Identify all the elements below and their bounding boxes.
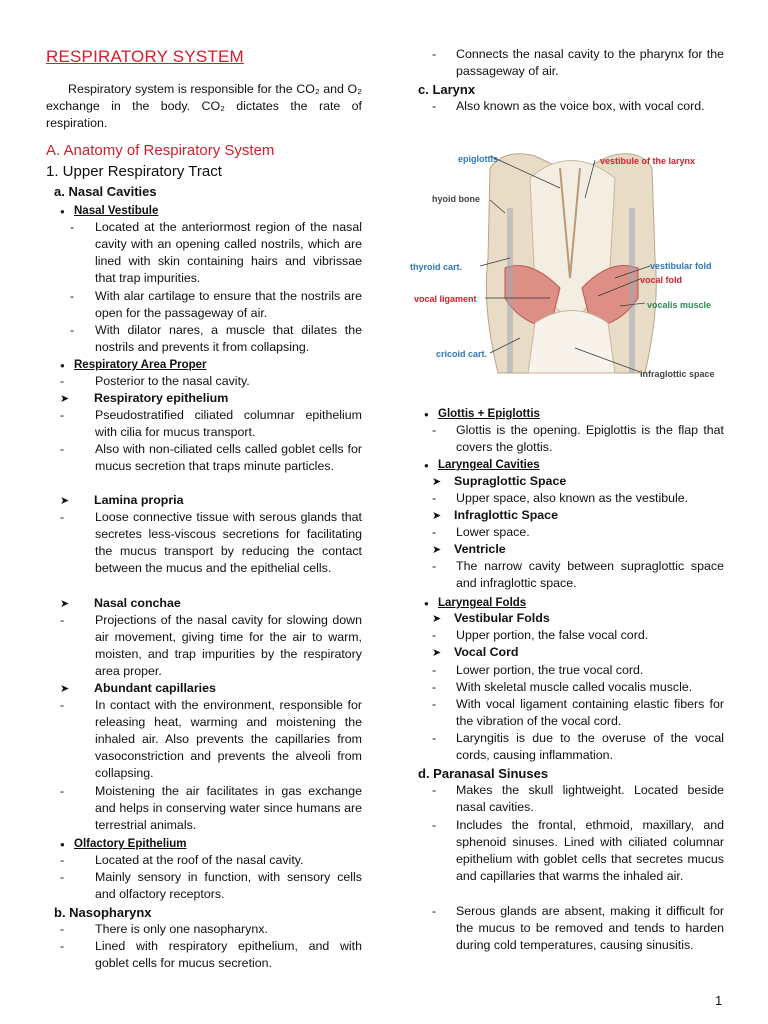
ps-2-text: Includes the frontal, ethmoid, maxillary, and sphenoid sinuses. Lined with ciliated columnar epithelium with goblet cells that secretes mucus and capillaries that warms the inhaled air. (456, 818, 724, 884)
bullet-folds: ● Laryngeal Folds (424, 597, 527, 609)
cavities-label: Laryngeal Cavities (438, 459, 540, 471)
vestibular-label: Vestibular Folds (454, 611, 550, 625)
upper-tract-heading: 1. Upper Respiratory Tract (46, 163, 222, 180)
ventricle-label: Ventricle (454, 542, 506, 556)
glottis-label: Glottis + Epiglottis (438, 408, 540, 420)
vc-1-text: Lower portion, the true vocal cord. (456, 663, 644, 677)
lp-1-text: Loose connective tissue with serous glands that secretes less-viscous secretions for facilitating the mucus transport by reducing the contact between the mucus and the epithelial cells. (95, 510, 362, 576)
label-vocalis: vocalis muscle (647, 300, 712, 310)
label-vestibular-fold: vestibular fold (650, 261, 712, 271)
vc-3-text: With vocal ligament containing elastic fibers for the vibration of the vocal cord. (456, 697, 724, 729)
sub-supra: ➤ Supraglottic Space (432, 474, 567, 488)
intro-paragraph: Respiratory system is responsible for the CO₂ and O₂ exchange in the body. CO₂ dictates the rate of respiration. (46, 82, 362, 131)
sub-resp-epi: ➤ Respiratory epithelium (60, 391, 229, 405)
bullet-resp-area: ● Respiratory Area Proper (60, 359, 207, 371)
paranasal-heading: d. Paranasal Sinuses (418, 766, 549, 781)
bullet-glottis: ● Glottis + Epiglottis (424, 408, 540, 420)
resp-epi-label: Respiratory epithelium (94, 391, 229, 405)
np-2-text: Lined with respiratory epithelium, and with goblet cells for mucus secretion. (95, 939, 362, 971)
lx-1-text: Also known as the voice box, with vocal cord. (456, 99, 705, 113)
left-column: RESPIRATORY SYSTEM Respiratory system is responsible for the CO₂ and O₂ exchange in the body. CO₂ dictates the rate of respiration. A. Anatomy of Respiratory System 1. Upper Respiratory Tract a. Nasal Cavities ● Nasal Vestibule - Located at the anteriormost region of the nasal cavity with an opening called nostrils, which are lined with skin containing hairs and vibrissae that trap impurities. - With alar cartilage to ensure that the nostrils are open for the passageway of air. - With dilator nares, a muscle that dilates the nostrils and prevents it from collapsing. ● Respiratory Area Proper - Posterior to the nasal cavity. ➤ Respiratory epithelium - Pseudostratified ciliated columnar epithelium with cilia for mucus transport. - Also with non-ciliated cells called goblet cells for mucus secretion that traps minute particles. ➤ Lamina propria - Loose connective tissue with serous glands that secretes less-viscous secretions for facilitating the mucus transport by reducing the contact between the mucus and the epithelial cells. ➤ Nasal conchae - Projections of the nasal cavity for slowing down air movement, giving time for the air to warm, moisten, and trap impurities by the respiratory area proper. ➤ Abundant capillaries - In contact with the environment, responsible for releasing heat, warming and moistening the inhaled air. Also prevents the capillaries from vasoconstriction and prevents the alveoli from collapsing. - Moistening the air facilitates in gas exchange and helps in conserving water since humans are terrestrial animals. ● Olfactory Epithelium - Located at the roof of the nasal cavity. - Mainly sensory in function, with sensory cells and olfactory receptors. b. Nasopharynx - There is only one nasopharynx. - Lined with respiratory epithelium, and with goblet cells for mucus secretion. (46, 0, 362, 1000)
larynx-heading: c. Larynx (418, 82, 476, 97)
ra-1-text: Posterior to the nasal cavity. (95, 374, 250, 388)
nasal-cavities-heading: a. Nasal Cavities (54, 184, 157, 199)
label-cricoid: cricoid cart. (436, 349, 488, 359)
in-1-text: Lower space. (456, 525, 530, 539)
conchae-label: Nasal conchae (94, 596, 181, 610)
vc-2-text: With skeletal muscle called vocalis muscle. (456, 680, 693, 694)
ps-1-text: Makes the skull lightweight. Located beside nasal cavities. (456, 783, 724, 815)
sub-capillaries: ➤ Abundant capillaries (60, 681, 216, 695)
section-a-heading: A. Anatomy of Respiratory System (46, 142, 275, 159)
nasal-vestibule-label: Nasal Vestibule (74, 205, 159, 217)
vocal-label: Vocal Cord (454, 645, 519, 659)
label-hyoid: hyoid bone (432, 194, 480, 204)
vc-4-text: Laryngitis is due to the overuse of the vocal cords, causing inflammation. (456, 731, 724, 763)
list-item: - Located at the anteriormost region of the nasal cavity with an opening called nostrils, which are lined with skin containing hairs and vibrissae that trap impurities. (70, 219, 362, 271)
sub-vestibular: ➤ Vestibular Folds (432, 611, 550, 625)
oe-1-text: Located at the roof of the nasal cavity. (95, 853, 304, 867)
sub-conchae: ➤ Nasal conchae (60, 596, 181, 610)
bullet-nasal-vestibule: ● Nasal Vestibule (60, 205, 159, 217)
olfactory-label: Olfactory Epithelium (74, 838, 187, 850)
label-vocal-fold: vocal fold (640, 275, 683, 285)
ac-2-text: Moistening the air facilitates in gas exchange and helps in conserving water since humans are terrestrial animals. (95, 784, 362, 833)
bullet-cavities: ● Laryngeal Cavities (424, 459, 540, 471)
list-item: - With alar cartilage to ensure that the nostrils are open for the passageway of air. (70, 288, 362, 322)
nv-1-text: Located at the anteriormost region of the nasal cavity with an opening called nostrils, which are lined with skin containing hairs and vibrissae that trap impurities. (95, 220, 362, 286)
list-item: - With dilator nares, a muscle that dilates the nostrils and prevents it from collapsing. (70, 322, 362, 356)
label-epiglottis: epiglottis (458, 154, 498, 164)
ve-1-text: The narrow cavity between supraglottic space and infraglottic space. (456, 559, 724, 591)
sub-infra: ➤ Infraglottic Space (432, 508, 558, 522)
label-thyroid: thyroid cart. (410, 262, 463, 272)
page-number: 1 (715, 993, 723, 1008)
ac-1-text: In contact with the environment, responsible for releasing heat, warming and moistening the inhaled air. Also prevents the capillaries from vasoconstriction and prevents the alveoli from collapsing. (95, 698, 362, 781)
sub-ventricle: ➤ Ventricle (432, 542, 506, 556)
larynx-diagram (410, 148, 730, 383)
infra-label: Infraglottic Space (454, 508, 558, 522)
label-infraglottic: infraglottic space (640, 369, 715, 379)
label-vestibule: vestibule of the larynx (600, 156, 696, 166)
capillaries-label: Abundant capillaries (94, 681, 216, 695)
nc-1-text: Projections of the nasal cavity for slowing down air movement, giving time for the air to warm, moisten, and trap impurities by the respiratory area proper. (95, 613, 362, 679)
resp-area-label: Respiratory Area Proper (74, 359, 207, 371)
sub-lamina: ➤ Lamina propria (60, 493, 184, 507)
right-column: - Connects the nasal cavity to the pharynx for the passageway of air. c. Larynx - Also known as the voice box, with vocal cord. ● Glottis + Epiglottis - Glottis is the opening. Epiglottis is the flap that covers the glottis. ● Laryngeal Cavities ➤ Supraglottic Space - Upper space, also known as the vestibule. ➤ Infraglottic Space - Lower space. ➤ Ventricle - The narrow cavity between supraglottic space and infraglottic space. ● Laryngeal Folds ➤ Vestibular Folds - Upper portion, the false vocal cord. ➤ Vocal Cord - Lower portion, the true vocal cord. - With skeletal muscle called vocalis muscle. - With vocal ligament containing elastic fibers for the vibration of the vocal cord. - Laryngitis is due to the overuse of the vocal cords, causing inflammation. d. Paranasal Sinuses - Makes the skull lightweight. Located beside nasal cavities. - Includes the frontal, ethmoid, maxillary, and sphenoid sinuses. Lined with ciliated columnar epithelium with goblet cells that secretes mucus and capillaries that warms the inhaled air. - Serous glands are absent, making it difficult for the mucus to be removed and tends to harden during cold temperatures, causing sinusitis. (418, 0, 724, 1000)
nv-3-text: With dilator nares, a muscle that dilates the nostrils and prevents it from collapsing. (95, 323, 362, 355)
nv-2-text: With alar cartilage to ensure that the nostrils are open for the passageway of air. (95, 289, 362, 321)
nasopharynx-heading: b. Nasopharynx (54, 905, 152, 920)
document-title: RESPIRATORY SYSTEM (46, 47, 244, 66)
gl-1-text: Glottis is the opening. Epiglottis is the flap that covers the glottis. (456, 423, 724, 455)
oe-2-text: Mainly sensory in function, with sensory cells and olfactory receptors. (95, 870, 362, 902)
np-3-text: Connects the nasal cavity to the pharynx for the passageway of air. (456, 47, 724, 79)
sub-vocal: ➤ Vocal Cord (432, 645, 519, 659)
lamina-label: Lamina propria (94, 493, 184, 507)
re-2-text: Also with non-ciliated cells called goblet cells for mucus secretion that traps minute particles. (95, 442, 362, 474)
vf-1-text: Upper portion, the false vocal cord. (456, 628, 649, 642)
label-vocal-ligament: vocal ligament (414, 294, 477, 304)
su-1-text: Upper space, also known as the vestibule. (456, 491, 689, 505)
bullet-olfactory: ● Olfactory Epithelium (60, 838, 187, 850)
supra-label: Supraglottic Space (454, 474, 567, 488)
ps-3-text: Serous glands are absent, making it difficult for the mucus to be removed and tends to harden during cold temperatures, causing sinusitis. (456, 904, 724, 953)
re-1-text: Pseudostratified ciliated columnar epithelium with cilia for mucus transport. (95, 408, 362, 440)
folds-label: Laryngeal Folds (438, 597, 527, 609)
np-1-text: There is only one nasopharynx. (95, 922, 268, 936)
